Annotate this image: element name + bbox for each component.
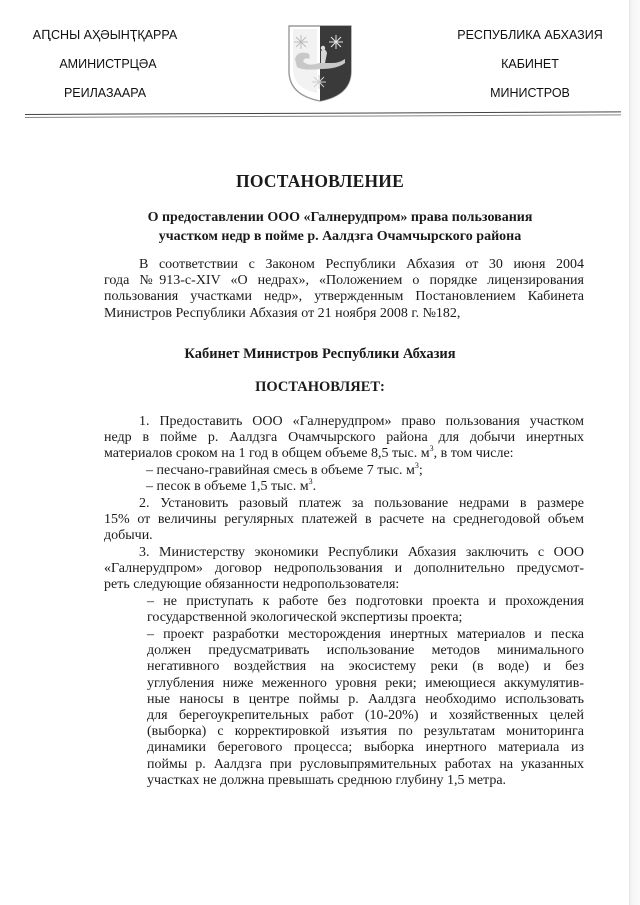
item-line: 1. Предоставить ООО «Галнерудпром» право пользования участком	[139, 414, 584, 429]
letterhead-right-line-2: КАБИНЕТ	[501, 57, 559, 71]
obligation-line: углубления ниже меженного уровня реки; имеющиеся аккумулятив-	[147, 675, 584, 691]
preamble-line: года №913-с-XIV «О недрах», «Положением о порядке лицензирования	[104, 273, 584, 289]
subitem-sand: – песок в объеме 1,5 тыс. $м^3$.	[146, 476, 317, 494]
letterhead-russian	[440, 26, 620, 113]
item-line: «Галнерудпром» договор недропользования и дополнительно предусмот-	[104, 561, 584, 577]
document-title: ПОСТАНОВЛЕНИЕ	[236, 171, 404, 191]
letterhead-abkhaz	[30, 26, 180, 113]
obligation-line: для берегоукрепительных работ (10-20%) и хозяйственных целей	[147, 708, 584, 724]
decree-item-1	[104, 414, 584, 495]
decree-item-2	[104, 496, 584, 545]
item-line: реть следующие обязанности недропользователя:	[104, 577, 400, 593]
scan-edge-shadow	[629, 0, 640, 905]
document-subtitle	[90, 208, 590, 246]
letterhead-right-line-1: РЕСПУБЛИКА АБХАЗИЯ	[457, 28, 603, 42]
obligation-1	[147, 594, 584, 626]
subtitle-line: О предоставлении ООО «Галнерудпром» права пользования	[147, 210, 533, 225]
letterhead-left-line-1: АԤСНЫ АҲӘЫНҬҚАРРА	[32, 28, 178, 42]
obligation-line: – не приступать к работе без подготовки проекта и прохождения	[147, 594, 584, 609]
letterhead-left-line-3: РЕИЛАЗААРА	[63, 86, 147, 100]
item-line: 2. Установить разовый платеж за пользование недрами в размере	[139, 496, 584, 511]
issuer-heading: Кабинет Министров Республики Абхазия	[184, 346, 456, 362]
preamble-line: Министров Республики Абхазия от 21 ноября 2008 г. №182,	[104, 305, 461, 321]
obligation-line: поймы р. Аалдзга при русловыпрямительных работах на указанных	[147, 756, 584, 772]
decree-heading: ПОСТАНОВЛЯЕТ:	[255, 379, 385, 395]
item-line: добычи.	[104, 528, 153, 544]
decree-item-3	[104, 545, 584, 594]
obligation-line: ные наносы в центре поймы р. Аалдзга необходимо использовать	[147, 691, 584, 707]
item-line: недр в пойме р. Аалдзга Очамчырского района для добычи инертных	[104, 430, 584, 446]
obligation-2	[147, 627, 584, 789]
obligation-line: (выборка) с корректировкой изъятия по результатам мониторинга	[147, 724, 584, 740]
obligation-line: динамики берегового процесса; выборка инертного материала из	[147, 740, 584, 756]
item-line: 15% от величины регулярных платежей в расчете на среднегодовой объем	[104, 512, 584, 528]
preamble-paragraph	[104, 257, 584, 322]
letterhead-left-line-2: АМИНИСТРЦӘА	[59, 57, 157, 71]
obligation-line: государственной экологической экспертизы проекта;	[147, 610, 463, 626]
letterhead-right-line-3: МИНИСТРОВ	[490, 86, 570, 100]
obligation-line: негативного воздействия на экосистему реки (в воде) и без	[147, 659, 584, 675]
coat-of-arms-icon	[287, 23, 353, 103]
preamble-line: В соответствии с Законом Республики Абхазия от 30 июня 2004	[139, 257, 584, 272]
obligation-line: должен предусматривать использование методов минимального	[147, 643, 584, 659]
item-line: 3. Министерству экономики Республики Абхазия заключить с ООО	[139, 545, 584, 560]
subitem-sand-gravel: – песчано-гравийная смесь в объеме 7 тыс. $м^3$;	[146, 460, 423, 478]
subtitle-line: участком недр в пойме р. Аалдзга Очамчырского района	[158, 229, 522, 244]
obligation-line: – проект разработки месторождения инертных материалов и песка	[147, 627, 584, 642]
obligation-line: участках не должна превышать среднюю глубину 1,5 метра.	[147, 772, 507, 788]
item-line: материалов сроком на 1 год в общем объеме 8,5 тыс. $м^3$, в том числе:	[104, 444, 514, 462]
preamble-line: пользования участками недр», утвержденным Постановлением Кабинета	[104, 289, 584, 305]
